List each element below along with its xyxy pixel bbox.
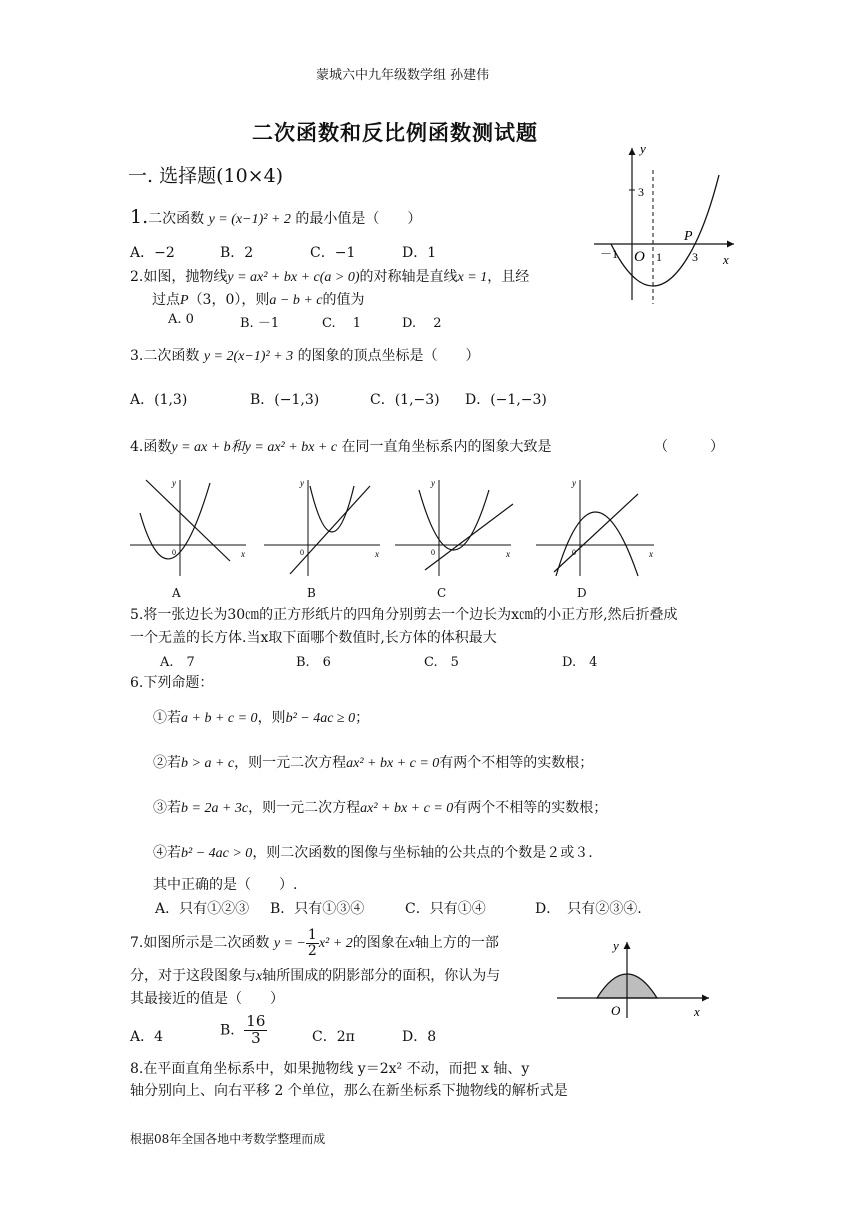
axis-label-x: x <box>694 1004 700 1019</box>
question-5-line-2: 一个无盖的长方体.当x取下面哪个数值时,长方体的体积最大 <box>130 630 497 646</box>
fraction-numerator: 1 <box>307 927 317 943</box>
q2-option-a: A. 0 <box>168 312 194 327</box>
axis-label-x: x <box>375 549 379 559</box>
axis-label-y: y <box>640 141 646 156</box>
q1-option-b: B．2 <box>220 245 254 261</box>
q7-option-c: C．2π <box>312 1029 355 1045</box>
tick-label-x-3: 3 <box>692 250 698 264</box>
q3-option-c: C．(1,−3) <box>370 392 440 408</box>
q4-expression: y = ax + b和y = ax² + bx + c <box>171 440 338 455</box>
q6-proposition-4 <box>153 842 593 862</box>
q2-parabola-figure <box>592 140 742 305</box>
point-p-label: P <box>684 229 693 244</box>
q3-option-b: B．(−1,3) <box>250 392 320 408</box>
q7-fraction <box>306 928 319 958</box>
q4-graph-b <box>262 478 384 578</box>
origin-label: 0 <box>572 548 576 557</box>
q6-option-b: B．只有①③④ <box>270 901 365 917</box>
fraction-denominator: 2 <box>307 942 317 959</box>
q2-point-p: P <box>180 293 189 308</box>
question-8-line-2: 轴分别向上、向右平移 2 个单位，那么在新坐标系下抛物线的解析式是 <box>130 1083 568 1099</box>
parabola <box>310 486 354 532</box>
axis-label-x: x <box>241 549 245 559</box>
q5-option-a: A. 7 <box>160 655 195 670</box>
q1-expression: y = (x−1)² + 2 <box>208 212 291 227</box>
tick-label-3: 3 <box>638 185 644 199</box>
q3-text: 3.二次函数 <box>130 348 200 364</box>
q2-text: ，且经 <box>487 269 530 285</box>
axis-label-y: y <box>431 478 435 488</box>
tick-label-minus-1: －1 <box>600 247 619 261</box>
q6-text: ； <box>355 710 370 726</box>
question-3 <box>130 345 480 365</box>
fraction-numerator: 16 <box>246 1012 266 1030</box>
q4-graph-c <box>393 478 515 578</box>
question-6-intro: 6.下列命题： <box>130 675 214 691</box>
q6-option-d: D． 只有②③④. <box>535 901 642 917</box>
question-5-line-1: 5.将一张边长为30㎝的正方形纸片的四角分别剪去一个边长为x㎝的小正方形,然后折叠成 <box>130 607 678 623</box>
q4-text: 在同一直角坐标系内的图象大致是 <box>341 439 552 455</box>
question-1 <box>130 206 421 228</box>
parabola <box>419 490 489 550</box>
q6-text: 有两个不相等的实数根； <box>439 755 594 771</box>
q7-expr: x² + 2 <box>318 936 353 952</box>
q6-proposition-3 <box>153 797 607 817</box>
line <box>425 504 513 570</box>
q4-graph-a <box>128 478 250 578</box>
q5-option-c: C. 5 <box>424 655 459 670</box>
q2-parabola-expr: y = ax² + bx + c(a > 0) <box>227 270 360 285</box>
page-header: 蒙城六中九年级数学组 孙建伟 <box>316 68 490 83</box>
q2-text: 2.如图，抛物线 <box>130 269 228 285</box>
q6-text: ③若 <box>153 800 181 816</box>
page-footer: 根据08年全国各地中考数学整理而成 <box>130 1132 326 1146</box>
axis-label-x: x <box>506 549 510 559</box>
parabola-curve <box>611 175 719 286</box>
q7-var: x <box>408 936 415 952</box>
q4-label-c: C <box>437 586 447 600</box>
axis-label-y: y <box>572 478 576 488</box>
q7-text: 的图象在 <box>352 935 409 952</box>
question-number: 1. <box>130 206 149 228</box>
q6-expr: ax² + bx + c = 0 <box>346 756 440 771</box>
q4-graph-d <box>534 478 660 578</box>
q7-option-b <box>220 1014 267 1047</box>
q6-text: ，则 <box>257 710 286 726</box>
q2-option-b: B. －1 <box>240 316 280 331</box>
q2-axis-expr: x = 1 <box>457 270 488 285</box>
q6-text: ④若 <box>153 845 181 861</box>
question-4 <box>130 436 552 456</box>
line <box>146 480 230 561</box>
origin-label: 0 <box>300 548 304 557</box>
question-8-line-1: 8.在平面直角坐标系中，如果抛物线 y＝2x² 不动，而把 x 轴、y <box>130 1061 530 1077</box>
origin-label: O <box>634 249 645 265</box>
q2-text: （3，0），则 <box>188 292 270 308</box>
q4-label-a: A <box>172 586 181 600</box>
question-7-line-2 <box>130 965 500 985</box>
line <box>290 486 370 574</box>
q6-text: ②若 <box>153 755 181 771</box>
q6-expr: b² − 4ac ≥ 0 <box>285 711 356 726</box>
q5-option-b: B. 6 <box>296 655 331 670</box>
axis-label-y: y <box>300 478 304 488</box>
q4-text: 4.函数 <box>130 439 172 455</box>
q3-expression: y = 2(x−1)² + 3 <box>203 349 294 364</box>
question-7-line-3: 其最接近的值是（ ） <box>130 991 284 1007</box>
q7-option-a: A．4 <box>130 1029 164 1045</box>
q6-text: 有两个不相等的实数根； <box>453 800 608 816</box>
q3-option-a: A．(1,3) <box>130 392 188 408</box>
section-heading: 一. 选择题(10×4) <box>128 165 284 187</box>
q1-option-a: A．−2 <box>130 245 175 261</box>
q2-text: 过点 <box>152 292 180 308</box>
q5-option-d: D. 4 <box>562 655 598 670</box>
q6-expr: b > a + c <box>181 756 235 771</box>
line <box>554 494 638 572</box>
q7-shaded-parabola-figure <box>555 936 715 1021</box>
q2-expr: a − b + c <box>269 293 323 308</box>
q3-text: 的图象的顶点坐标是（ ） <box>297 348 480 364</box>
tick-label-1: 1 <box>656 250 662 264</box>
q7-text: 轴上方的一部 <box>414 935 499 952</box>
q6-proposition-2 <box>153 752 593 772</box>
origin-label: 0 <box>431 548 435 557</box>
axis-label-x: x <box>649 549 653 559</box>
question-2-line-2 <box>152 289 365 309</box>
q4-label-b: B <box>307 586 316 600</box>
q7-option-b-fraction <box>244 1014 267 1047</box>
q7-option-b-label: B． <box>220 1022 245 1039</box>
q6-option-a: A．只有①②③ <box>155 901 250 917</box>
q1-text-pre: 二次函数 <box>148 211 205 227</box>
page-title: 二次函数和反比例函数测试题 <box>252 120 538 145</box>
q6-text: ，则二次函数的图像与坐标轴的公共点的个数是２或３. <box>252 845 593 861</box>
origin-label: O <box>611 1003 621 1018</box>
fraction-denominator: 3 <box>251 1028 261 1047</box>
q1-option-c: C．−1 <box>310 245 356 261</box>
q6-text: ，则一元二次方程 <box>234 755 347 771</box>
q1-option-d: D．1 <box>402 245 437 261</box>
origin-label: 0 <box>172 548 176 557</box>
q7-expr: y = − <box>273 936 306 952</box>
q6-expr: b² − 4ac > 0 <box>181 846 253 861</box>
question-2-line-1 <box>130 266 529 286</box>
axis-label-y: y <box>613 938 619 953</box>
q6-option-c: C．只有①④ <box>405 901 486 917</box>
q4-label-d: D <box>577 586 587 600</box>
q6-text: ①若 <box>153 710 181 726</box>
q6-expr: a + b + c = 0 <box>181 711 258 726</box>
q3-option-d: D．(−1,−3) <box>465 392 547 408</box>
q7-text: 轴所围成的阴影部分的面积，你认为与 <box>262 968 501 984</box>
q7-option-d: D．8 <box>402 1029 437 1045</box>
q2-option-d: D. 2 <box>402 316 442 331</box>
q7-text: 7.如图所示是二次函数 <box>130 935 270 952</box>
q6-text: ，则一元二次方程 <box>248 800 361 816</box>
axis-label-y: y <box>172 478 176 488</box>
q1-text-post: 的最小值是（ ） <box>295 211 422 227</box>
q6-proposition-1 <box>153 707 369 727</box>
q2-text: 的值为 <box>322 292 365 308</box>
question-7-line-1 <box>130 928 499 958</box>
parabola <box>556 512 638 576</box>
q4-answer-bracket: （ ） <box>654 439 724 455</box>
q7-var: x <box>256 969 263 984</box>
q2-option-c: C. 1 <box>322 316 362 331</box>
axis-label-x: x <box>723 252 729 267</box>
q7-text: 分，对于这段图象与 <box>130 968 256 984</box>
q6-expr: ax² + bx + c = 0 <box>360 801 454 816</box>
q6-expr: b = 2a + 3c <box>181 801 249 816</box>
q2-text: 的对称轴是直线 <box>359 269 458 285</box>
q6-question: 其中正确的是（ ）. <box>153 877 298 893</box>
